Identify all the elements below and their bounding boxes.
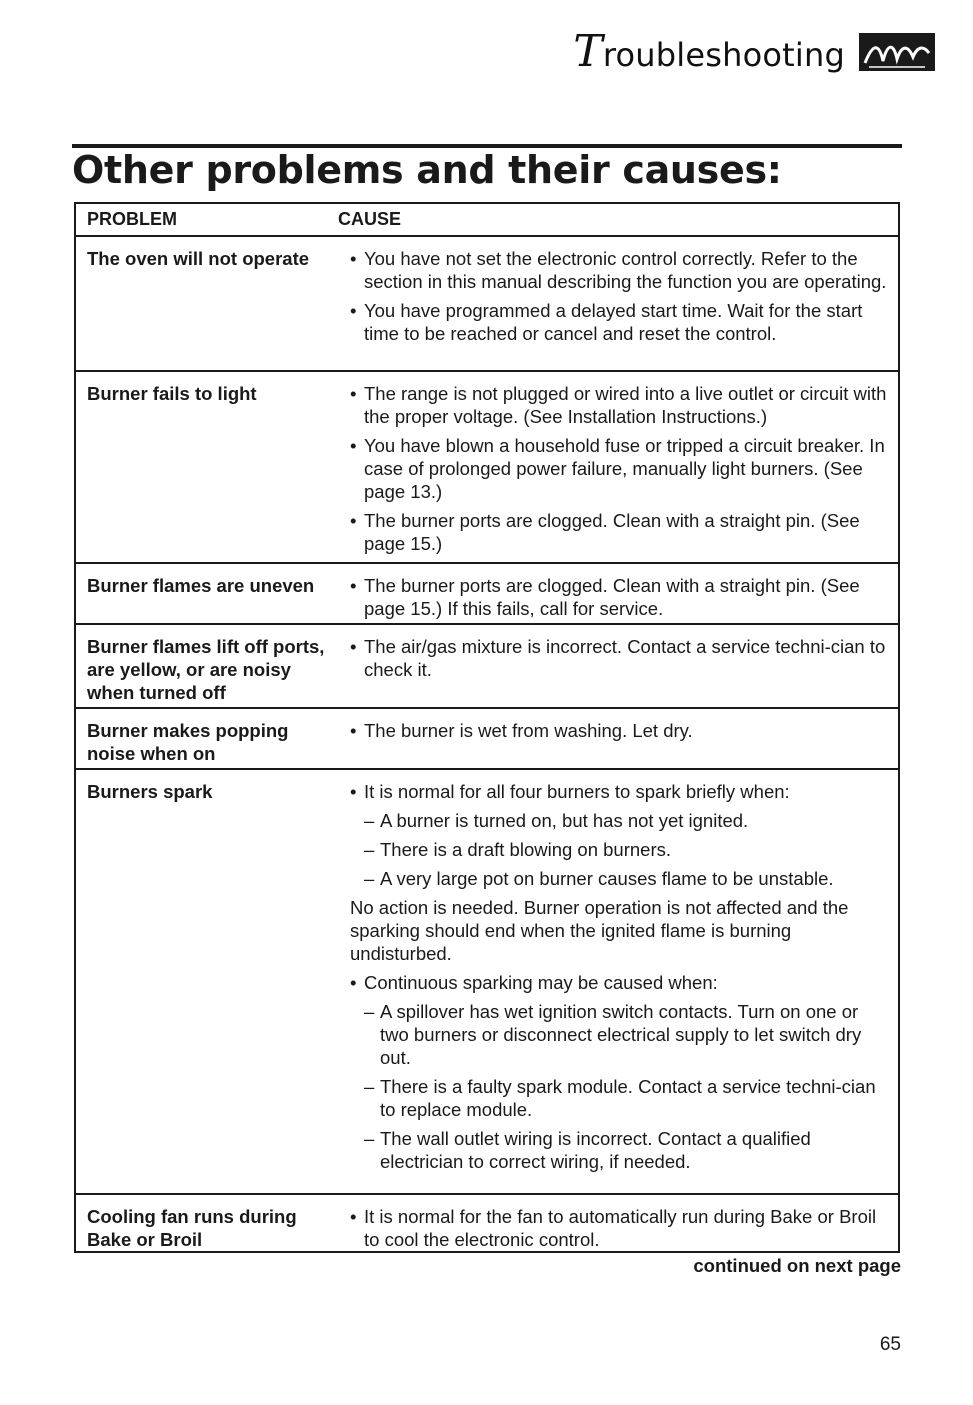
cause-cell	[338, 709, 898, 768]
cause-bullet-item	[338, 780, 890, 803]
dash-icon: –	[364, 839, 375, 860]
cause-cell	[338, 1195, 898, 1251]
cause-bullet-item	[338, 635, 890, 681]
page-header	[573, 26, 935, 77]
bullet-icon: •	[350, 575, 357, 596]
table-row	[76, 1193, 898, 1251]
section-title-rest: roubleshooting	[602, 36, 845, 74]
table-row	[76, 562, 898, 623]
dash-icon: –	[364, 868, 375, 889]
cause-cell	[338, 564, 898, 623]
cause-cell	[338, 625, 898, 707]
cause-sub-text: A spillover has wet ignition switch contacts. Turn on one or two burners or disconnect electrical supply to let switch dry out.	[380, 1001, 862, 1068]
problem-text: Burner flames are uneven	[87, 575, 315, 596]
cause-text: The burner ports are clogged. Clean with a straight pin. (See page 15.) If this fails, call for service.	[364, 575, 860, 619]
cause-text: Continuous sparking may be caused when:	[364, 972, 718, 993]
continued-note: continued on next page	[693, 1255, 901, 1276]
cause-text: You have programmed a delayed start time. Wait for the start time to be reached or cancel and reset the control.	[364, 300, 863, 344]
cause-text: It is normal for all four burners to spark briefly when:	[364, 781, 790, 802]
cause-cell	[338, 372, 898, 562]
cause-text: The burner ports are clogged. Clean with a straight pin. (See page 15.)	[364, 510, 860, 554]
cause-sub-item	[338, 1127, 890, 1173]
bullet-icon: •	[350, 972, 357, 993]
dash-icon: –	[364, 1076, 375, 1097]
cause-note	[338, 896, 890, 965]
cause-bullet-item	[338, 382, 890, 428]
cause-sub-text: There is a draft blowing on burners.	[380, 839, 672, 860]
cause-bullet-item	[338, 509, 890, 555]
cause-sub-text: There is a faulty spark module. Contact a service techni-cian to replace module.	[380, 1076, 876, 1120]
table-row	[76, 370, 898, 562]
bullet-icon: •	[350, 781, 357, 802]
cause-text: The range is not plugged or wired into a live outlet or circuit with the proper voltage. (See Installation Instructions.)	[364, 383, 887, 427]
problem-text: The oven will not operate	[87, 248, 310, 269]
bullet-icon: •	[350, 720, 357, 741]
cause-bullet-item	[338, 247, 890, 293]
problem-text: Burner fails to light	[87, 383, 257, 404]
cause-sub-item	[338, 838, 890, 861]
cause-bullet-item	[338, 971, 890, 994]
problem-text: Cooling fan runs during Bake or Broil	[87, 1206, 297, 1250]
column-header-cause: CAUSE	[338, 209, 402, 229]
section-title-initial: T	[573, 26, 603, 77]
dash-icon: –	[364, 1001, 375, 1022]
cause-text: It is normal for the fan to automatically run during Bake or Broil to cool the electronic control.	[364, 1206, 877, 1250]
bullet-icon: •	[350, 510, 357, 531]
cause-sub-item	[338, 867, 890, 890]
problem-text: Burner makes popping noise when on	[87, 720, 289, 764]
bullet-icon: •	[350, 1206, 357, 1227]
problem-text: Burners spark	[87, 781, 213, 802]
bullet-icon: •	[350, 435, 357, 456]
cause-bullet-item	[338, 299, 890, 345]
cause-bullet-item	[338, 719, 890, 742]
dash-icon: –	[364, 1128, 375, 1149]
table-row	[76, 235, 898, 370]
bullet-icon: •	[350, 300, 357, 321]
table-header-row	[76, 204, 898, 235]
cause-sub-item	[338, 1000, 890, 1069]
cause-bullet-item	[338, 1205, 890, 1251]
cause-sub-item	[338, 1075, 890, 1121]
cause-sub-text: The wall outlet wiring is incorrect. Contact a qualified electrician to correct wiring, if needed.	[380, 1128, 811, 1172]
brand-logo-icon	[859, 33, 935, 71]
cause-bullet-item	[338, 574, 890, 620]
bullet-icon: •	[350, 636, 357, 657]
cause-sub-item	[338, 809, 890, 832]
dash-icon: –	[364, 810, 375, 831]
bullet-icon: •	[350, 248, 357, 269]
table-row	[76, 623, 898, 707]
problem-cause-table	[74, 202, 900, 1253]
cause-text: You have not set the electronic control correctly. Refer to the section in this manual describing the function you are operating.	[364, 248, 887, 292]
bullet-icon: •	[350, 383, 357, 404]
page-number: 65	[879, 1334, 901, 1355]
page-heading: Other problems and their causes:	[72, 148, 782, 192]
table-row	[76, 707, 898, 768]
section-title	[573, 26, 845, 77]
cause-text: The burner is wet from washing. Let dry.	[364, 720, 693, 741]
cause-note-text: No action is needed. Burner operation is not affected and the sparking should end when the ignited flame is burning undisturbed.	[350, 897, 849, 964]
cause-sub-text: A very large pot on burner causes flame to be unstable.	[380, 868, 834, 889]
cause-cell	[338, 237, 898, 370]
cause-text: The air/gas mixture is incorrect. Contact a service techni-cian to check it.	[364, 636, 886, 680]
table-row	[76, 768, 898, 1193]
cause-cell	[338, 770, 898, 1193]
column-header-problem: PROBLEM	[87, 209, 177, 229]
cause-bullet-item	[338, 434, 890, 503]
cause-text: You have blown a household fuse or tripped a circuit breaker. In case of prolonged power failure, manually light burners. (See page 13.)	[364, 435, 885, 502]
problem-text: Burner flames lift off ports, are yellow, or are noisy when turned off	[87, 636, 325, 703]
cause-sub-text: A burner is turned on, but has not yet ignited.	[380, 810, 749, 831]
